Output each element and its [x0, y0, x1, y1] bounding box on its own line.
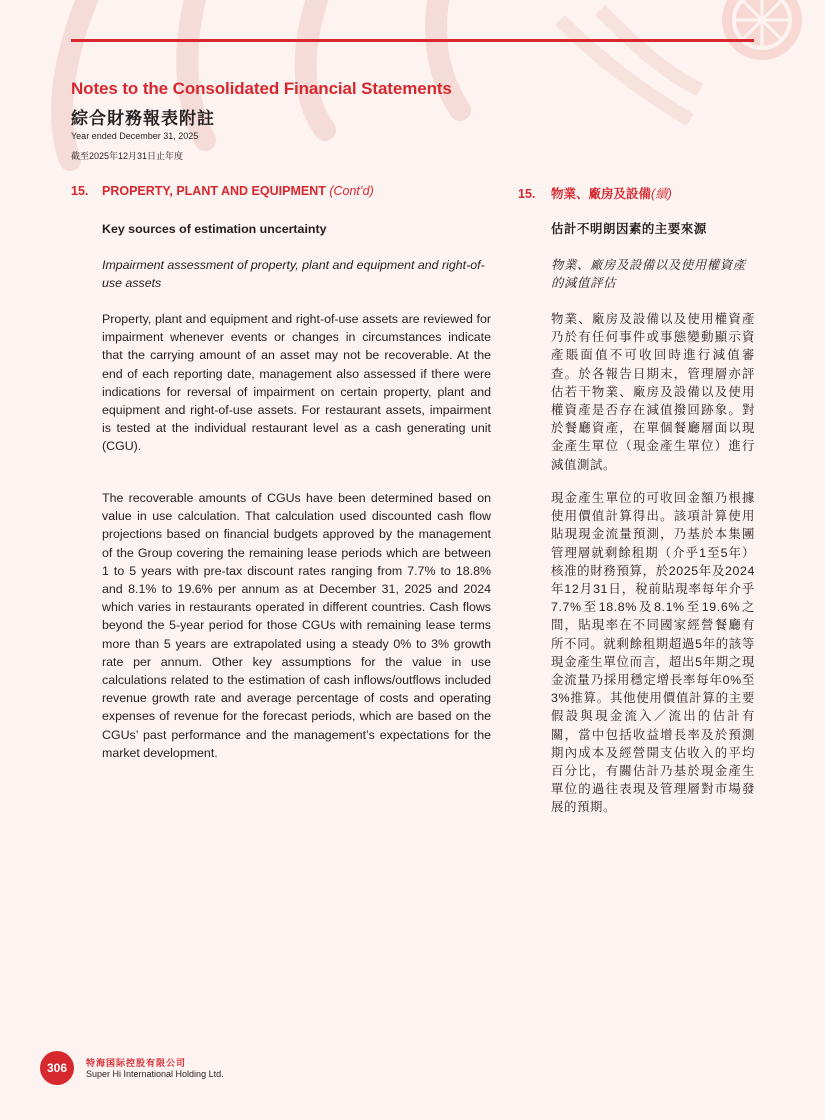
section-cont-en: (Cont’d): [329, 184, 374, 198]
page-title-en: Notes to the Consolidated Financial Statements: [71, 79, 452, 98]
section-title-en: PROPERTY, PLANT AND EQUIPMENT: [102, 184, 326, 198]
section-number-en: 15.: [71, 184, 89, 198]
period-zh: 截至2025年12月31日止年度: [71, 151, 184, 161]
company-name-zh: 特海国际控股有限公司: [86, 1058, 187, 1068]
subheading-zh: 估計不明朗因素的主要來源: [551, 222, 707, 236]
company-name-en: Super Hi International Holding Ltd.: [86, 1069, 224, 1079]
italic-heading-zh: 物業、廠房及設備以及使用權資產的減值評估: [551, 258, 746, 291]
period-en: Year ended December 31, 2025: [71, 131, 199, 141]
section-title-zh: 物業、廠房及設備: [551, 187, 652, 201]
paragraph2-en: The recoverable amounts of CGUs have been determined based on value in use calculation. That calculation used discounted cash flow projections based on financial budgets approved by the management of the Group covering the remaining lease periods which are between 1 to 5 years with pre-tax discount rates ranging from 7.7% to 18.8% and 8.1% to 19.6% per annum as at December 31, 2025 and 2024 which varies in restaurants operated in different countries. Cash flows beyond the 5-year period for those CGUs with remaining lease terms more than 5 years are extrapolated using a steady 0% to 3% growth rate per annum. Other key assumptions for the value in use calculations related to the estimation of cash inflows/outflows included revenue growth rate and average percentage of costs and operating expenses of revenue for the forecast periods, which are based on the CGUs’ past performance and the management’s expectations for the market development.: [102, 491, 491, 760]
section-number-zh: 15.: [518, 187, 536, 201]
italic-heading-en: Impairment assessment of property, plant and equipment and right-of-use assets: [102, 258, 485, 291]
subheading-en: Key sources of estimation uncertainty: [102, 222, 327, 236]
page-title-zh: 綜合財務報表附註: [71, 109, 215, 128]
paragraph1-zh: 物業、廠房及設備以及使用權資產乃於有任何事件或事態變動顯示資產賬面值不可收回時進行減值審查。於各報告日期末，管理層亦評估若干物業、廠房及設備以及使用權資產是否存在減值撥回跡象。對於餐廳資產，在單個餐廳層面以現金產生單位（現金產生單位）進行減值測試。: [551, 312, 755, 472]
paragraph1-en: Property, plant and equipment and right-of-use assets are reviewed for impairment whenever events or changes in circumstances indicate that the carrying amount of an asset may not be recoverable. At the end of each reporting date, management also assessed if there were indications for reversal of impairment on certain property, plant and equipment and right-of-use assets. For restaurant assets, impairment is tested at the individual restaurant level as a cash generating unit (CGU).: [102, 312, 491, 454]
header-rule: [71, 39, 754, 42]
paragraph2-zh: 現金產生單位的可收回金額乃根據使用價值計算得出。該項計算使用貼現現金流量預測，乃基於本集團管理層就剩餘租期（介乎1至5年）核准的財務預算，於2025年及2024年12月31日，稅前貼現率每年介乎7.7%至18.8%及8.1%至19.6%之間，貼現率在不同國家經營餐廳有所不同。就剩餘租期超過5年的該等現金產生單位而言，超出5年期之現金流量乃採用穩定增長率每年0%至3%推算。其他使用價值計算的主要假設與現金流入／流出的估計有關，當中包括收益增長率及於預測期內成本及經營開支佔收入的平均百分比，有關估計乃基於現金產生單位的過往表現及管理層對市場發展的預期。: [551, 491, 755, 815]
section-heading-en: [71, 184, 374, 198]
section-heading-zh: [518, 184, 672, 202]
page-number-badge: 306: [40, 1051, 74, 1085]
section-cont-zh: (續): [651, 187, 672, 201]
